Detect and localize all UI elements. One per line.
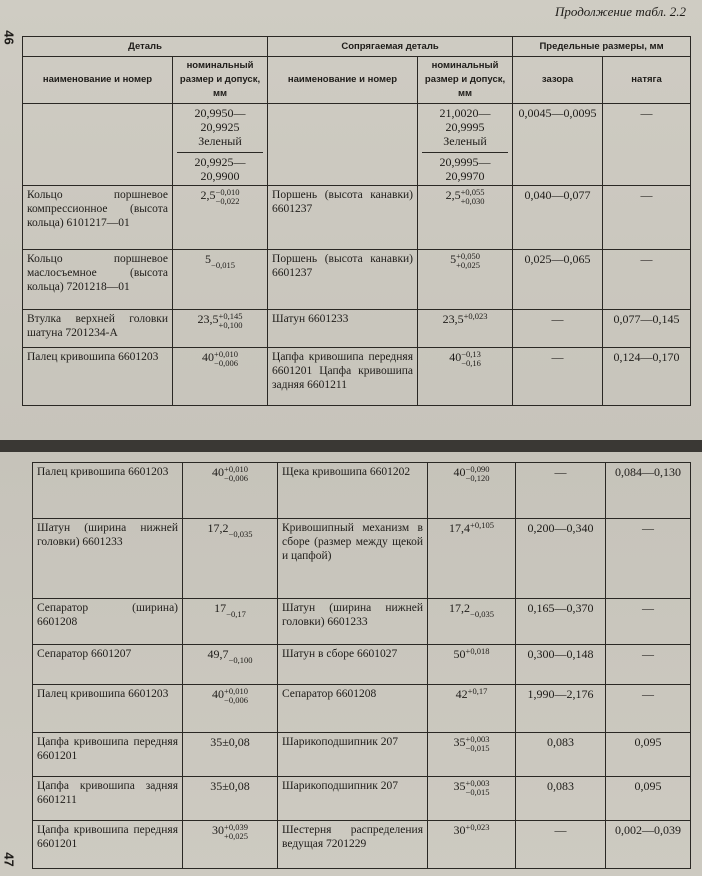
nominal-size — [173, 186, 268, 250]
table-row — [23, 186, 691, 250]
nominal-size-base: 5 — [205, 252, 212, 266]
nominal-size-base: 23,5 — [197, 312, 219, 326]
mating-nominal-size-tolerance — [461, 188, 485, 206]
nominal-size — [183, 599, 278, 645]
upper-deviation: +0,145 — [218, 311, 243, 321]
header-name: наименование и номер — [23, 57, 173, 104]
mating-nominal-size-base: 50 — [453, 647, 466, 661]
top-table — [22, 36, 691, 406]
table-row — [23, 348, 691, 406]
mating-nominal-size-base: 42 — [455, 687, 468, 701]
mating-nominal-size-tolerance — [466, 465, 490, 483]
upper-deviation: +0,003 — [465, 778, 490, 788]
nominal-size-tolerance — [229, 647, 253, 665]
nominal-size-base: 35±0,08 — [210, 779, 250, 793]
mating-nominal-size-tolerance — [461, 350, 481, 368]
mating-nominal-size-tolerance — [468, 687, 488, 696]
mating-name: Щека кривошипа 6601202 — [278, 463, 428, 519]
interference-value: 0,077—0,145 — [603, 310, 691, 348]
mating-nominal-size — [418, 104, 513, 186]
mating-nominal-size — [428, 463, 516, 519]
nominal-size-base: 49,7 — [207, 647, 229, 661]
nominal-size-tolerance — [224, 823, 248, 841]
lower-deviation: −0,006 — [224, 473, 248, 483]
nominal-range-b: 20,9925—20,9900 — [194, 155, 246, 183]
part-name: Кольцо поршневое компрессионное (высота кольца) 6101217—01 — [23, 186, 173, 250]
table-row — [33, 733, 691, 777]
mating-nominal-size — [428, 821, 516, 869]
mating-name: Цапфа кривошипа передняя 6601201 Цапфа кривошипа задняя 6601211 — [268, 348, 418, 406]
interference-value: — — [603, 250, 691, 310]
clearance-value: 0,040—0,077 — [513, 186, 603, 250]
lower-deviation: +0,025 — [224, 831, 248, 841]
mating-note: Зеленый — [443, 134, 487, 148]
mating-nominal-size — [418, 250, 513, 310]
mating-nominal-size-base: 35 — [453, 735, 466, 749]
divider — [177, 152, 263, 153]
page-number-top: 46 — [1, 30, 17, 45]
nominal-size — [183, 685, 278, 733]
upper-deviation: −0,090 — [465, 464, 490, 474]
mating-range-a: 21,0020—20,9995 — [439, 106, 491, 134]
part-name: Палец кривошипа 6601203 — [33, 463, 183, 519]
interference-value: — — [606, 645, 691, 685]
upper-deviation: +0,023 — [465, 822, 490, 832]
nominal-size — [183, 733, 278, 777]
upper-deviation: +0,010 — [224, 686, 248, 696]
header-limits: Предельные размеры, мм — [513, 37, 691, 57]
lower-deviation: −0,100 — [228, 655, 253, 665]
mating-nominal-size-tolerance — [456, 252, 480, 270]
upper-deviation: +0,003 — [465, 734, 490, 744]
clearance-value: 0,300—0,148 — [516, 645, 606, 685]
table-row — [23, 250, 691, 310]
mating-nominal-size — [428, 733, 516, 777]
upper-deviation: +0,018 — [465, 646, 490, 656]
book-gutter — [0, 440, 702, 452]
table-row — [33, 777, 691, 821]
interference-value: — — [603, 186, 691, 250]
part-name: Палец кривошипа 6601203 — [33, 685, 183, 733]
mating-nominal-size-base: 2,5 — [445, 188, 461, 202]
upper-deviation: +0,023 — [463, 311, 488, 321]
nominal-size — [183, 821, 278, 869]
upper-deviation: +0,105 — [470, 520, 494, 530]
interference-value: 0,124—0,170 — [603, 348, 691, 406]
header-interference: натяга — [603, 57, 691, 104]
mating-nominal-size — [428, 685, 516, 733]
mating-nominal-size-base: 23,5 — [442, 312, 464, 326]
clearance-value: 0,083 — [516, 733, 606, 777]
mating-name: Шатун в сборе 6601027 — [278, 645, 428, 685]
nominal-size-base: 17,2 — [207, 521, 229, 535]
mating-nominal-size — [418, 348, 513, 406]
nominal-size — [173, 250, 268, 310]
header-nominal: номинальный размер и допуск, мм — [173, 57, 268, 104]
interference-value: 0,084—0,130 — [606, 463, 691, 519]
clearance-value: 0,0045—0,0095 — [513, 104, 603, 186]
part-name: Цапфа кривошипа задняя 6601211 — [33, 777, 183, 821]
mating-nominal-size-base: 5 — [450, 252, 457, 266]
nominal-size — [183, 519, 278, 599]
mating-nominal-size — [428, 777, 516, 821]
lower-deviation: −0,006 — [224, 695, 248, 705]
lower-deviation: −0,035 — [470, 609, 494, 619]
mating-name: Шестерня распределения ведущая 7201229 — [278, 821, 428, 869]
page-number-bottom: 47 — [1, 852, 17, 867]
mating-nominal-size-base: 17,4 — [449, 521, 471, 535]
nominal-size-base: 30 — [212, 823, 225, 837]
lower-deviation: −0,16 — [461, 358, 481, 368]
nominal-size-tolerance — [214, 350, 238, 368]
bottom-page — [0, 452, 702, 876]
mating-range-b: 20,9995—20,9970 — [439, 155, 491, 183]
mating-nominal-size-base: 17,2 — [449, 601, 471, 615]
upper-deviation: +0,010 — [224, 464, 248, 474]
nominal-size-base: 17 — [214, 601, 227, 615]
interference-value: — — [606, 599, 691, 645]
interference-value: 0,095 — [606, 777, 691, 821]
mating-name: Поршень (высота канавки) 6601237 — [268, 250, 418, 310]
lower-deviation: −0,022 — [215, 196, 240, 206]
nominal-size — [183, 777, 278, 821]
nominal-size-tolerance — [211, 252, 235, 270]
part-name: Палец кривошипа 6601203 — [23, 348, 173, 406]
mating-nominal-size-base: 40 — [453, 465, 466, 479]
upper-deviation: −0,010 — [215, 187, 240, 197]
nominal-size — [183, 645, 278, 685]
mating-nominal-size-tolerance — [466, 823, 490, 832]
header-clearance: зазора — [513, 57, 603, 104]
mating-nominal-size-base: 40 — [449, 350, 462, 364]
mating-nominal-size-base: 35 — [453, 779, 466, 793]
mating-nominal-size-tolerance — [470, 601, 494, 619]
nominal-size-base: 40 — [212, 465, 225, 479]
nominal-size-tolerance — [224, 687, 248, 705]
header-mating: Сопрягаемая деталь — [268, 37, 513, 57]
upper-deviation: +0,039 — [224, 822, 248, 832]
divider — [422, 152, 508, 153]
clearance-value: — — [513, 310, 603, 348]
header-part: Деталь — [23, 37, 268, 57]
mating-name: Шатун (ширина нижней головки) 6601233 — [278, 599, 428, 645]
nominal-size — [183, 463, 278, 519]
upper-deviation: −0,13 — [461, 349, 481, 359]
interference-value: — — [606, 685, 691, 733]
part-name: Цапфа кривошипа передняя 6601201 — [33, 821, 183, 869]
mating-nominal-size — [428, 519, 516, 599]
lower-deviation: −0,015 — [465, 743, 490, 753]
clearance-value: — — [513, 348, 603, 406]
clearance-value: 0,200—0,340 — [516, 519, 606, 599]
nominal-size-base: 2,5 — [200, 188, 216, 202]
nominal-size — [173, 348, 268, 406]
part-name: Шатун (ширина нижней головки) 6601233 — [33, 519, 183, 599]
nominal-note: Зеленый — [198, 134, 242, 148]
lower-deviation: −0,006 — [214, 358, 238, 368]
lower-deviation: −0,015 — [211, 260, 235, 270]
interference-value: 0,095 — [606, 733, 691, 777]
interference-value: 0,002—0,039 — [606, 821, 691, 869]
nominal-size-tolerance — [216, 188, 240, 206]
mating-nominal-size — [418, 186, 513, 250]
part-name: Цапфа кривошипа передняя 6601201 — [33, 733, 183, 777]
table-row — [33, 463, 691, 519]
mating-nominal-size-tolerance — [466, 779, 490, 797]
mating-nominal-size — [418, 310, 513, 348]
mating-name: Сепаратор 6601208 — [278, 685, 428, 733]
table-row — [33, 645, 691, 685]
upper-deviation: +0,17 — [467, 686, 488, 696]
header-mating-nominal: номинальный размер и допуск, мм — [418, 57, 513, 104]
mating-nominal-size-tolerance — [464, 312, 488, 321]
nominal-size — [173, 310, 268, 348]
nominal-size — [173, 104, 268, 186]
lower-deviation: −0,015 — [465, 787, 490, 797]
interference-value: — — [603, 104, 691, 186]
table-row — [33, 821, 691, 869]
mating-name: Шатун 6601233 — [268, 310, 418, 348]
mating-nominal-size-base: 30 — [453, 823, 466, 837]
nominal-size-base: 40 — [202, 350, 215, 364]
clearance-value: 1,990—2,176 — [516, 685, 606, 733]
bottom-table — [32, 462, 691, 869]
mating-nominal-size-tolerance — [466, 735, 490, 753]
part-name: Сепаратор 6601207 — [33, 645, 183, 685]
nominal-size-tolerance — [229, 521, 253, 539]
lower-deviation: −0,035 — [228, 529, 253, 539]
lower-deviation: −0,120 — [465, 473, 490, 483]
part-name: Втулка верхней головки шатуна 7201234-А — [23, 310, 173, 348]
mating-nominal-size-tolerance — [470, 521, 494, 530]
table-row — [33, 599, 691, 645]
upper-deviation: +0,050 — [456, 251, 480, 261]
part-name: Сепаратор (ширина) 6601208 — [33, 599, 183, 645]
mating-name — [268, 104, 418, 186]
mating-name: Кривошипный механизм в сборе (размер между щекой и цапфой) — [278, 519, 428, 599]
lower-deviation: +0,025 — [456, 260, 480, 270]
table-row — [23, 104, 691, 186]
mating-name: Шарикоподшипник 207 — [278, 777, 428, 821]
nominal-size-tolerance — [219, 312, 243, 330]
table-row — [33, 519, 691, 599]
mating-name: Поршень (высота канавки) 6601237 — [268, 186, 418, 250]
nominal-size-base: 35±0,08 — [210, 735, 250, 749]
mating-nominal-size — [428, 645, 516, 685]
interference-value: — — [606, 519, 691, 599]
clearance-value: 0,025—0,065 — [513, 250, 603, 310]
clearance-value: 0,165—0,370 — [516, 599, 606, 645]
upper-deviation: +0,055 — [460, 187, 485, 197]
lower-deviation: +0,030 — [460, 196, 485, 206]
clearance-value: — — [516, 821, 606, 869]
part-name: Кольцо поршневое маслосъемное (высота кольца) 7201218—01 — [23, 250, 173, 310]
nominal-size-tolerance — [224, 465, 248, 483]
mating-nominal-size — [428, 599, 516, 645]
lower-deviation: +0,100 — [218, 320, 243, 330]
table-row — [23, 310, 691, 348]
table-continuation-title: Продолжение табл. 2.2 — [555, 4, 686, 19]
nominal-size-tolerance — [226, 601, 246, 619]
clearance-value: 0,083 — [516, 777, 606, 821]
mating-nominal-size-tolerance — [466, 647, 490, 656]
nominal-range-a: 20,9950—20,9925 — [194, 106, 246, 134]
lower-deviation: −0,17 — [226, 609, 246, 619]
part-name — [23, 104, 173, 186]
clearance-value: — — [516, 463, 606, 519]
upper-deviation: +0,010 — [214, 349, 238, 359]
mating-name: Шарикоподшипник 207 — [278, 733, 428, 777]
table-row — [33, 685, 691, 733]
header-mating-name: наименование и номер — [268, 57, 418, 104]
nominal-size-base: 40 — [212, 687, 225, 701]
